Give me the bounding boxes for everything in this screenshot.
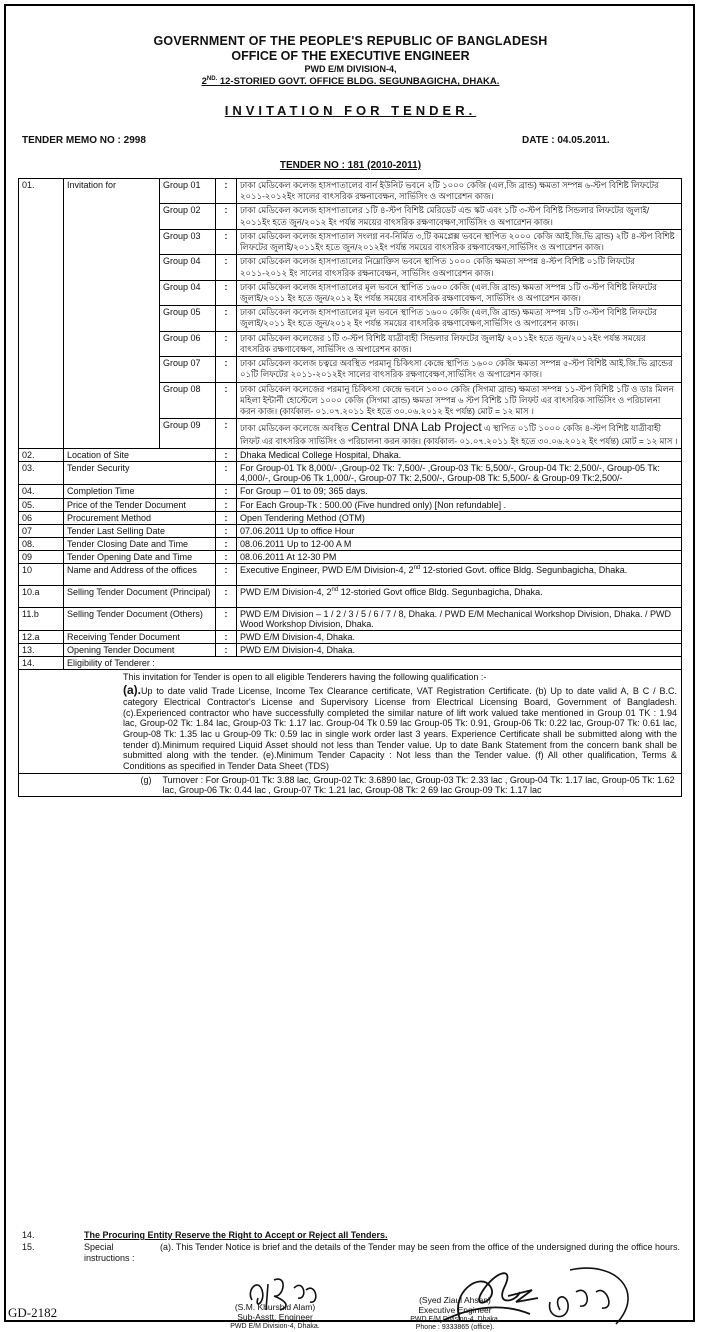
row-number: 06 (19, 511, 64, 524)
row-value: 07.06.2011 Up to office Hour (237, 524, 682, 537)
row-value: Dhaka Medical College Hospital, Dhaka. (237, 449, 682, 462)
tender-memo: TENDER MEMO NO : 2998 (22, 135, 146, 146)
row-item: Tender Last Selling Date (64, 524, 216, 537)
row-number: 04. (19, 485, 64, 498)
row-value: PWD E/M Division-4, Dhaka. (237, 631, 682, 644)
group-description: ঢাকা মেডিকেল কলেজের ১টি ৩-স্টপ বিশিষ্ট যাত্রীবাহী সিন্ডলার লিফটের জুলাই/ ২০১১ইং হতে জুন/২০১২ইং পর্যন্ত সময়ের বাৎসরিক রক্ষণাবেক্ষণ, সার্ভিসিং ও অপারেশন কাজ। (237, 331, 682, 356)
row-number (19, 229, 64, 254)
group-label: Group 07 (160, 357, 216, 382)
colon-separator: : (216, 550, 237, 563)
clause-14-text: The Procuring Entity Reserve the Right to Accept or Reject all Tenders. (84, 1230, 388, 1240)
colon-separator: : (216, 179, 237, 204)
table-row: 10.a Selling Tender Document (Principal) : PWD E/M Division-4, 2nd 12-storied Govt office Bldg. Segunbagicha, Dhaka. (19, 585, 682, 607)
row-item (64, 204, 160, 229)
table-row (19, 511, 682, 524)
colon-separator: : (216, 631, 237, 644)
colon-separator: : (216, 357, 237, 382)
table-row (19, 229, 682, 254)
group-description: ঢাকা মেডিকেল কলেজ হাসপাতালের ১টি ৪-স্টপ বিশিষ্ট মেরিডেট এন্ড স্কট এবং ১টি ৩-স্টপ বিশিষ্ট সিন্ডলার লিফটের জুলাই/২০১১ইং হতে জুন/২০১২ ইং পর্যন্ত সময়ের বাৎসরিক রক্ষণাবেক্ষণ,সার্ভিসিং ও অপারেশন কাজ। (237, 204, 682, 229)
table-row (19, 419, 682, 449)
clause-15-number: 15. (22, 1242, 35, 1252)
group-label: Group 05 (160, 306, 216, 331)
row-value: Open Tendering Method (OTM) (237, 511, 682, 524)
table-row (19, 179, 682, 204)
group-label: Group 04 (160, 255, 216, 280)
table-row (19, 485, 682, 498)
colon-separator: : (216, 607, 237, 630)
colon-separator: : (216, 255, 237, 280)
colon-separator: : (216, 306, 237, 331)
clause-15-label: Special instructions : (84, 1242, 135, 1263)
table-row (19, 631, 682, 644)
row-number (19, 255, 64, 280)
table-row: 10 Name and Address of the offices : Executive Engineer, PWD E/M Division-4, 2nd 12-storied Govt. office Bldg. Segunbagicha, Dhaka. (19, 563, 682, 585)
row-value: For Group-01 Tk 8,000/- ,Group-02 Tk: 7,500/- ,Group-03 Tk: 5,500/-, Group-04 Tk: 2,500/-, Group-05 Tk: 4,000/-, Group-06 Tk 1,000/-, Group-07 Tk: 2,500/-, Group-08 Tk: 5,500/- & Group-09 Tk:2,500/- (237, 462, 682, 485)
colon-separator: : (216, 382, 237, 419)
eligibility-row: 14. Eligibility of Tenderer : (19, 657, 682, 670)
row-number: 07 (19, 524, 64, 537)
row-number: 09 (19, 550, 64, 563)
row-number: 11.b (19, 607, 64, 630)
colon-separator: : (216, 449, 237, 462)
row-item (64, 229, 160, 254)
project-name: Central DNA Lab Project (350, 420, 482, 435)
eligibility-body (19, 670, 682, 774)
row-value: 08.06.2011 Up to 12-00 A M (237, 537, 682, 550)
group-label: Group 04 (160, 280, 216, 305)
tender-table (18, 178, 682, 797)
row-number (19, 419, 64, 449)
row-item (64, 306, 160, 331)
colon-separator: : (216, 419, 237, 449)
row-value: For Each Group-Tk : 500.00 (Five hundred only) [Non refundable] . (237, 498, 682, 511)
row-value: PWD E/M Division-4, Dhaka. (237, 644, 682, 657)
row-item: Tender Security (64, 462, 216, 485)
eligibility-intro: This invitation for Tender is open to all eligible Tenderers having the following qualification :- (123, 672, 487, 683)
row-item (64, 331, 160, 356)
colon-separator: : (216, 229, 237, 254)
row-item (64, 357, 160, 382)
table-row (19, 537, 682, 550)
header-office: OFFICE OF THE EXECUTIVE ENGINEER (231, 49, 470, 63)
signature-right-office: PWD E/M Division-4, Dhaka. (410, 1315, 500, 1323)
table-row (19, 644, 682, 657)
colon-separator: : (216, 524, 237, 537)
row-value: PWD E/M Division – 1 / 2 / 3 / 5 / 6 / 7 / 8, Dhaka. / PWD E/M Mechanical Workshop Division, Dhaka. / PWD Wood Workshop Division, Dhaka. (237, 607, 682, 630)
row-item: Price of the Tender Document (64, 498, 216, 511)
header-government: GOVERNMENT OF THE PEOPLE'S REPUBLIC OF BANGLADESH (153, 34, 548, 48)
group-label: Group 09 (160, 419, 216, 449)
row-item (64, 382, 160, 419)
row-item: Receiving Tender Document (64, 631, 216, 644)
group-description: ঢাকা মেডিকেল কলেজ হাসপাতালের নিম্নোক্তিস ভবনে স্থাপিত ১০০০ কেজি ক্ষমতা সম্পন্ন ৪-স্টপ বিশিষ্ট ০১টি লিফটের ২০১১-২০১২ ইং সালের বাৎসরিক রক্ষনাবেক্ষন, সার্ভিসিং ওঅপারেশন কাজ। (237, 255, 682, 280)
table-row (19, 204, 682, 229)
row-item (64, 419, 160, 449)
colon-separator: : (216, 537, 237, 550)
clause-14-number: 14. (22, 1230, 35, 1240)
table-row (19, 306, 682, 331)
row-item (64, 255, 160, 280)
tender-date: DATE : 04.05.2011. (522, 135, 610, 146)
group-label: Group 06 (160, 331, 216, 356)
row-number: 02. (19, 449, 64, 462)
row-item (64, 280, 160, 305)
row-item: Completion Time (64, 485, 216, 498)
header-division: PWD E/M DIVISION-4, (304, 64, 397, 74)
eligibility-conditions: Up to date valid Trade License, Income Tex Clearance certificate, VAT Registration Certificate. (b) Up to date valid A, B C / B.C. category Electrical Contractor's License and Supervisory License from Electrical Licensing Board, Government of Bangladesh. (c).Experienced contractor who have successfully completed the similar nature of lift work valued take mentioned in Group 01 TK : 1.94 lac, Group-02 Tk: 1.84 lac, Group-03 Tk: 1.17 lac. Group-04 Tk 0.59 lac Group-05 Tk: 0.91, Group-06 Tk: 0.22 lac, Group-07 Tk: 0.61 lac, Group-08 Tk: 1.35 lac u Group-09 Tk: 0.59 lac in single work order last 3 years. Experience Certificate shall be submitted along with the tender d).Minimum required Liquid Asset should not less than Tender value. Up to date Bank Statement from the concern bank shall be submitted along with the tender. (e).Minimum Tender Capacity : Not less than the Tender value. (f) All other qualification, Terms & Conditions as specified in Tender Data Sheet (TDS) (123, 685, 677, 771)
row-number (19, 204, 64, 229)
signature-left-name: (S.M. Khurshid Alam) (234, 1302, 316, 1312)
header-address: $2^{ND.}$ 12-STORIED GOVT. OFFICE BLDG. SEGUNBAGICHA, DHAKA. (201, 76, 500, 88)
row-value: For Group – 01 to 09; 365 days. (237, 485, 682, 498)
table-row (19, 462, 682, 485)
colon-separator: : (216, 462, 237, 485)
row-number: 08. (19, 537, 64, 550)
group-description: ঢাকা মেডিকেল কলেজের পরমানু চিকিৎসা কেন্দ্রে ভবনে ১০০০ কেজি (সিগমা ব্রান্ড) ক্ষমতা সম্পন্ন ১১-স্টপ বিশিষ্ট ১টি ও ডাঃ মিলন মহিলা ইন্টার্নী হোস্টেলে ১০০০ কেজি (সিগমা ব্রান্ড) ক্ষমতা সম্পন্ন ৬ স্টপ বিশিষ্ট ১টি লিফট এর বাৎসরিক সার্ভিসিং ও পরিচালনা করন কাজ। (কার্যকাল- ০১.০৭.২০১১ ইং হতে ৩০.০৬.২০১২ ইং পর্যন্ত) মোট = ১২ মাস । (237, 382, 682, 419)
clause-15-text: (a). This Tender Notice is brief and the details of the Tender may be seen from the office of the undersigned during the office hours. (160, 1242, 680, 1252)
row-item: Selling Tender Document (Others) (64, 607, 216, 630)
group-label: Group 01 (160, 179, 216, 204)
signature-left-office: PWD E/M Division-4, Dhaka. (230, 1322, 320, 1330)
row-item: Tender Closing Date and Time (64, 537, 216, 550)
signature-right-name: (Syed Ziaul Ahsan) (419, 1295, 491, 1305)
tender-number: TENDER NO : 181 (2010-2011) (279, 160, 422, 171)
row-value: 08.06.2011 At 12-30 PM (237, 550, 682, 563)
eligibility-a-label: (a). (123, 682, 141, 697)
row-number: 03. (19, 462, 64, 485)
table-row (19, 498, 682, 511)
table-row (19, 607, 682, 630)
row-item: Tender Opening Date and Time (64, 550, 216, 563)
row-number (19, 306, 64, 331)
group-label: Group 02 (160, 204, 216, 229)
colon-separator: : (216, 498, 237, 511)
table-row (19, 357, 682, 382)
table-row (19, 382, 682, 419)
turnover-row: (g) Turnover : For Group-01 Tk: 3.88 lac, Group-02 Tk: 3.6890 lac, Group-03 Tk: 2.33 lac , Group-04 Tk: 1.17 lac, Group-05 Tk: 1.62 lac, Group-06 Tk: 0.44 lac , Group-07 Tk: 1.21 lac, Group-08 Tk: 2 69 lac Group-09 Tk: 1.17 lac (19, 774, 682, 797)
colon-separator: : (216, 280, 237, 305)
table-row (19, 331, 682, 356)
group-description: ঢাকা মেডিকেল কলেজ হাসপাতালের বার্ন ইউনিট ভবনে ২টি ১০০০ কেজি (এল,জি ব্রান্ড) ক্ষমতা সম্পন্ন ৬-স্টপ বিশিষ্ট লিফটের ২০১১-২০১২ইং সালের বাৎসরিক রক্ষনাবেক্ষন, সার্ভিসিং ও অপারেশন কাজ। (237, 179, 682, 204)
colon-separator: : (216, 331, 237, 356)
colon-separator: : (216, 511, 237, 524)
signature-right-phone: Phone : 9333865 (office). (415, 1323, 495, 1331)
group-label: Group 03 (160, 229, 216, 254)
row-number (19, 280, 64, 305)
signature-right-title: Executive Engineer (418, 1304, 492, 1315)
signature-left-title: Sub-Asstt. Engineer (237, 1311, 313, 1322)
group-description: ঢাকা মেডিকেল কলেজ হাসপাতালের মূল ভবনে স্থাপিত ১৬০০ কেজি (এল,জি ব্রান্ড) ক্ষমতা সম্পন্ন ১টি ৩-স্টপ বিশিষ্ট লিফটের জুলাই/২০১১ ইং হতে জুন/২০১২ ইং পর্যন্ত সময়ের বাৎসরিক রক্ষণাবেক্ষণ,সার্ভিসিং ও অপারেশন কাজ। (237, 306, 682, 331)
document-code: GD-2182 (8, 1305, 58, 1320)
table-row (19, 280, 682, 305)
table-row (19, 449, 682, 462)
colon-separator: : (216, 485, 237, 498)
row-item: Opening Tender Document (64, 644, 216, 657)
table-row (19, 524, 682, 537)
row-item: Invitation for (64, 179, 160, 204)
row-number: 12.a (19, 631, 64, 644)
signature-right-block (390, 1296, 520, 1332)
invitation-title: INVITATION FOR TENDER. (224, 103, 477, 118)
row-item: Location of Site (64, 449, 216, 462)
group-description: ঢাকা মেডিকেল কলেজ হাসপাতালের মূল ভবনে স্থাপিত ১৬০০ কেজি (এল.জি ব্রান্ড) ক্ষমতা সম্পন্ন ১টি ৩-স্টপ বিশিষ্ট লিফটের জুলাই/২০১১ ইং হতে জুন/২০১২ ইং পর্যন্ত সময়ের বাৎসরিক রক্ষণাবেক্ষণ, সার্ভিসিং ও অপারেশন কাজ। (237, 280, 682, 305)
colon-separator: : (216, 204, 237, 229)
group-description: ঢাকা মেডিকেল কলেজ হাসপাতাল সংলগ্ন নব-নির্মিত ৩,টি কমপ্লেক্স ভবনে স্থাপিত ২০০০ কেজি আই.জি.ভি ব্রান্ড) ২টি ৪-স্টপ বিশিষ্ট লিফটের জুলাই/২০১১ইং হতে জুন/২০১২ইং পর্যন্ত সময়ের বাৎসরিক রক্ষণাবেক্ষণ,সার্ভিসিং ও অপারেশন কাজ। (237, 229, 682, 254)
group-label: Group 08 (160, 382, 216, 419)
colon-separator: : (216, 644, 237, 657)
row-item: Procurement Method (64, 511, 216, 524)
row-number: 05. (19, 498, 64, 511)
table-row (19, 255, 682, 280)
row-number: 01. (19, 179, 64, 204)
signature-left-block (205, 1303, 345, 1331)
row-number (19, 357, 64, 382)
group-description: ঢাকা মেডিকেল কলেজ চত্বরে অবস্থিত পরমানু চিকিৎসা কেন্দ্রে স্থাপিত ১৬০০ কেজি ক্ষমতা সম্পন্ন ৫-স্টপ বিশিষ্ট আই.জি.ভি ব্রান্ডের ০১টি লিফটের ২০১১-২০১২ইং সালের বাৎসরিক রক্ষণাবেক্ষণ,সার্ভিসিং ও অপারেশন কাজ। (237, 357, 682, 382)
table-row (19, 550, 682, 563)
group-description: ঢাকা মেডিকেল কলেজে অবস্থিত Central DNA Lab Project এ স্থাপিত ০১টি ১০০০ কেজি ৪-স্টপ বিশিষ্ট যাত্রীবাহী লিফট এর বাৎসরিক সার্ভিসিং ও পরিচালনা করন কাজ। (কার্যকাল- ০১.০৭.২০১১ ইং হতে ৩০.০৬.২০১২ ইং পর্যন্ত) মোট = ১২ মাস । (237, 419, 682, 449)
row-number (19, 382, 64, 419)
row-number: 13. (19, 644, 64, 657)
row-number (19, 331, 64, 356)
